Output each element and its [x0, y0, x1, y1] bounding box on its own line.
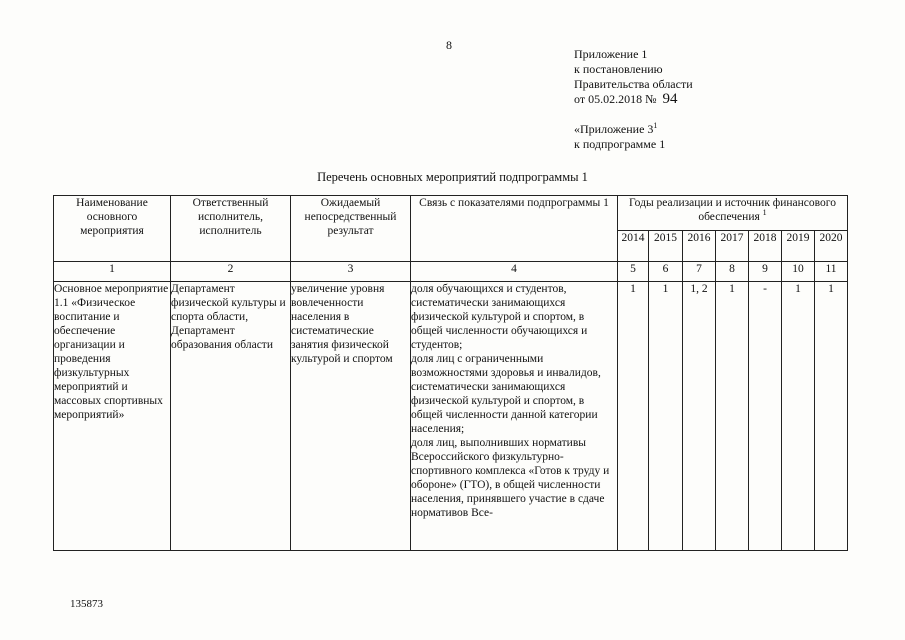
year-value: 1	[815, 282, 848, 551]
footer-code: 135873	[70, 598, 103, 610]
appendix-date: от 05.02.2018 №	[574, 92, 657, 106]
table-row	[54, 282, 848, 551]
column-number: 10	[782, 262, 815, 282]
appendix2-line	[574, 122, 665, 137]
header-years-text: Годы реализации и источник финансового обеспечения	[629, 197, 836, 223]
column-number: 5	[618, 262, 649, 282]
year-value: 1, 2	[683, 282, 716, 551]
year-value: 1	[716, 282, 749, 551]
year-cell: 2014	[618, 231, 649, 262]
year-cell: 2016	[683, 231, 716, 262]
appendix-date-line	[574, 92, 693, 107]
column-number: 6	[649, 262, 683, 282]
appendix2-title: «Приложение 3	[574, 122, 654, 136]
appendix-block	[574, 47, 693, 107]
measure-executor: Департамент физической культуры и спорта области, Департамент образования области	[171, 282, 291, 551]
header-years-group	[618, 196, 848, 231]
header-executor: Ответственный исполнитель, исполнитель	[171, 196, 291, 262]
header-result: Ожидаемый непосредственный результат	[291, 196, 411, 262]
measure-result: увеличение уровня вовлеченности населения в систематические занятия физической культурой и спортом	[291, 282, 411, 551]
measure-indicators	[411, 282, 618, 551]
document-title: Перечень основных мероприятий подпрограммы 1	[317, 170, 588, 184]
year-cell: 2019	[782, 231, 815, 262]
header-name: Наименование основного мероприятия	[54, 196, 171, 262]
measures-table	[53, 195, 848, 551]
indicator-item: доля лиц с ограниченными возможностями здоровья и инвалидов, систематически занимающихся физической культурой и спортом, в общей численности данной категории населения;	[411, 353, 601, 435]
column-number: 8	[716, 262, 749, 282]
year-cell: 2015	[649, 231, 683, 262]
year-value: 1	[618, 282, 649, 551]
year-value: 1	[649, 282, 683, 551]
year-value: -	[749, 282, 782, 551]
column-number: 7	[683, 262, 716, 282]
column-number: 3	[291, 262, 411, 282]
page-number: 8	[446, 38, 452, 52]
appendix-line: Правительства области	[574, 77, 693, 91]
indicator-item: доля лиц, выполнивших нормативы Всероссийского физкультурно-спортивного комплекса «Готов к труду и обороне» (ГТО), в общей численности населения, принявшего участие в сдаче нормативов Все-	[411, 437, 610, 519]
header-indicators: Связь с показателями подпрограммы 1	[411, 196, 618, 262]
column-number: 2	[171, 262, 291, 282]
year-cell: 2018	[749, 231, 782, 262]
appendix-line: к постановлению	[574, 62, 663, 76]
appendix-line: Приложение 1	[574, 47, 648, 61]
column-number: 9	[749, 262, 782, 282]
column-number: 11	[815, 262, 848, 282]
column-number: 1	[54, 262, 171, 282]
appendix2-sup: 1	[653, 121, 658, 130]
year-cell: 2017	[716, 231, 749, 262]
appendix2-line: к подпрограмме 1	[574, 137, 666, 151]
year-cell: 2020	[815, 231, 848, 262]
year-value: 1	[782, 282, 815, 551]
column-number: 4	[411, 262, 618, 282]
header-years-sup: 1	[762, 208, 767, 218]
appendix2-block	[574, 122, 665, 152]
column-numbers-row	[54, 262, 848, 282]
decree-number: 94	[662, 91, 678, 107]
indicator-item: доля обучающихся и студентов, систематически занимающихся физической культурой и спортом, в общей численности обучающихся и студентов;	[411, 283, 588, 351]
measure-name: Основное мероприятие 1.1 «Физическое воспитание и обеспечение организации и проведения физкультурных мероприятий и массовых спортивных мероприятий»	[54, 282, 171, 551]
